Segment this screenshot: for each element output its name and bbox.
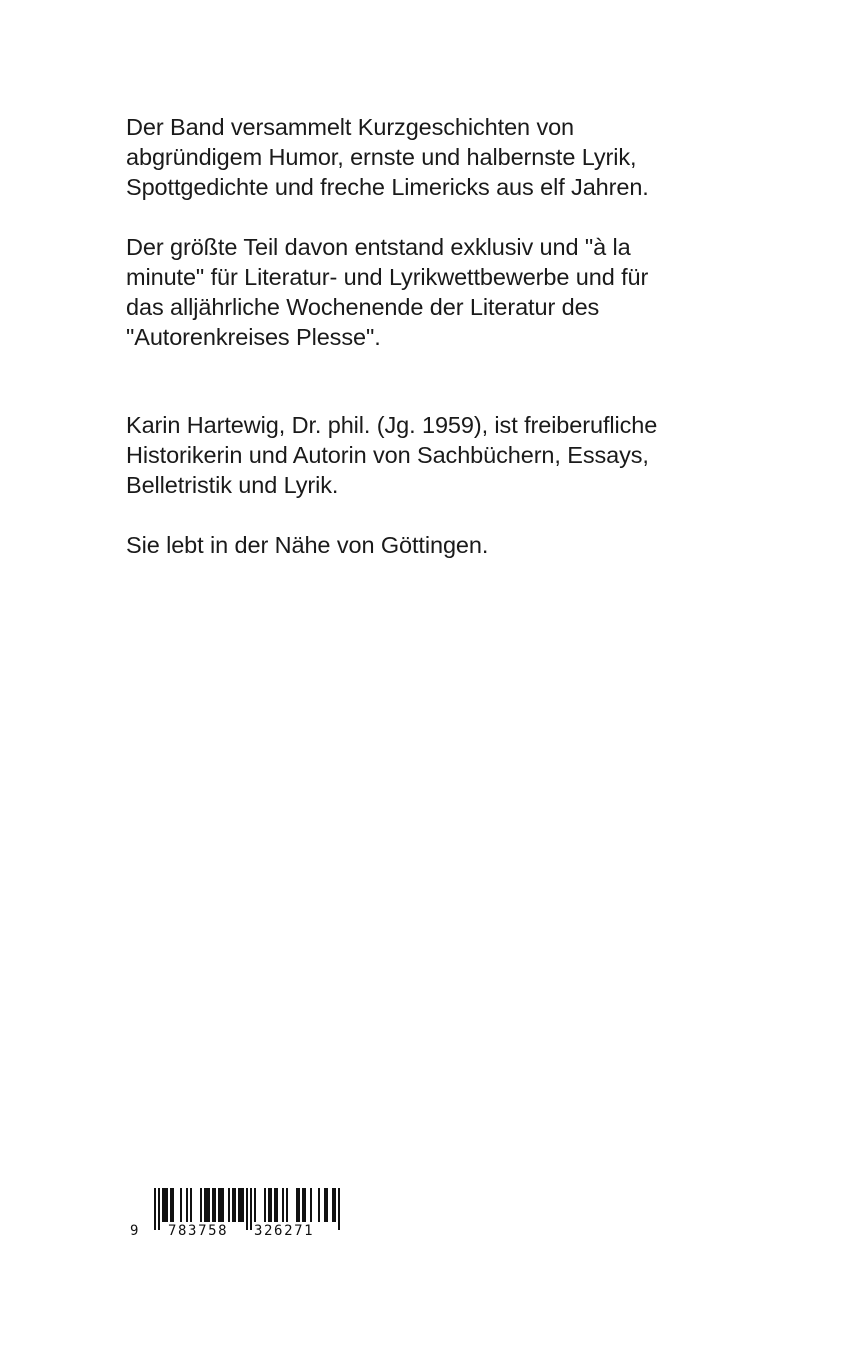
barcode-bar	[326, 1188, 328, 1222]
barcode-bar	[310, 1188, 312, 1222]
barcode-bar	[242, 1188, 244, 1222]
barcode-bar	[190, 1188, 192, 1222]
barcode-guard-bar	[154, 1188, 156, 1230]
barcode-bar	[270, 1188, 272, 1222]
barcode-left-digits: 783758	[168, 1223, 229, 1239]
blurb-paragraph-2	[126, 232, 766, 352]
barcode-bar	[218, 1188, 220, 1222]
barcode-right-digits: 326271	[254, 1223, 315, 1239]
barcode-bar	[276, 1188, 278, 1222]
barcode-bar	[208, 1188, 210, 1222]
text-line: Belletristik und Lyrik.	[126, 472, 339, 498]
barcode-guard-bar	[158, 1188, 160, 1230]
blurb-paragraph-1	[126, 112, 766, 202]
barcode-bar	[282, 1188, 284, 1222]
barcode-bar	[166, 1188, 168, 1222]
barcode-bar	[180, 1188, 182, 1222]
barcode-bar	[234, 1188, 236, 1222]
author-bio-paragraph	[126, 410, 766, 500]
barcode-bar	[214, 1188, 216, 1222]
barcode-bar	[206, 1188, 208, 1222]
barcode-bar	[186, 1188, 188, 1222]
barcode-bar	[200, 1188, 202, 1222]
barcode-bar	[240, 1188, 242, 1222]
barcode-bar	[162, 1188, 164, 1222]
barcode-first-digit: 9	[130, 1223, 141, 1239]
barcode-bar	[298, 1188, 300, 1222]
barcode-bar	[220, 1188, 222, 1222]
author-residence-paragraph	[126, 530, 766, 560]
text-line: abgründigem Humor, ernste und halbernste Lyrik,	[126, 144, 637, 170]
barcode-bar	[286, 1188, 288, 1222]
barcode-bar	[304, 1188, 306, 1222]
text-line: minute" für Literatur- und Lyrikwettbewerbe und für	[126, 264, 649, 290]
text-line: Der Band versammelt Kurzgeschichten von	[126, 114, 575, 140]
barcode-bar	[318, 1188, 320, 1222]
barcode-bar	[212, 1188, 214, 1222]
text-line: Spottgedichte und freche Limericks aus elf Jahren.	[126, 174, 649, 200]
barcode-guard-bar	[250, 1188, 252, 1230]
barcode-bar	[254, 1188, 256, 1222]
barcode-bar	[228, 1188, 230, 1222]
barcode-bar	[334, 1188, 336, 1222]
barcode-guard-bar	[246, 1188, 248, 1230]
barcode-bar	[164, 1188, 166, 1222]
text-line: Karin Hartewig, Dr. phil. (Jg. 1959), ist freiberufliche	[126, 412, 658, 438]
barcode-bar	[204, 1188, 206, 1222]
barcode-bar	[170, 1188, 172, 1222]
barcode-bar	[264, 1188, 266, 1222]
barcode-bar	[172, 1188, 174, 1222]
barcode-bar	[332, 1188, 334, 1222]
isbn-barcode	[130, 1186, 340, 1246]
text-line: das alljährliche Wochenende der Literatur des	[126, 294, 600, 320]
text-line: "Autorenkreises Plesse".	[126, 324, 381, 350]
barcode-bar	[324, 1188, 326, 1222]
barcode-guard-bar	[338, 1188, 340, 1230]
barcode-bar	[222, 1188, 224, 1222]
barcode-bar	[232, 1188, 234, 1222]
text-line: Historikerin und Autorin von Sachbüchern, Essays,	[126, 442, 649, 468]
barcode-bar	[268, 1188, 270, 1222]
text-line: Sie lebt in der Nähe von Göttingen.	[126, 532, 489, 558]
barcode-bar	[296, 1188, 298, 1222]
barcode-bar	[238, 1188, 240, 1222]
text-line: Der größte Teil davon entstand exklusiv und "à la	[126, 234, 631, 260]
barcode-bar	[302, 1188, 304, 1222]
barcode-bar	[274, 1188, 276, 1222]
